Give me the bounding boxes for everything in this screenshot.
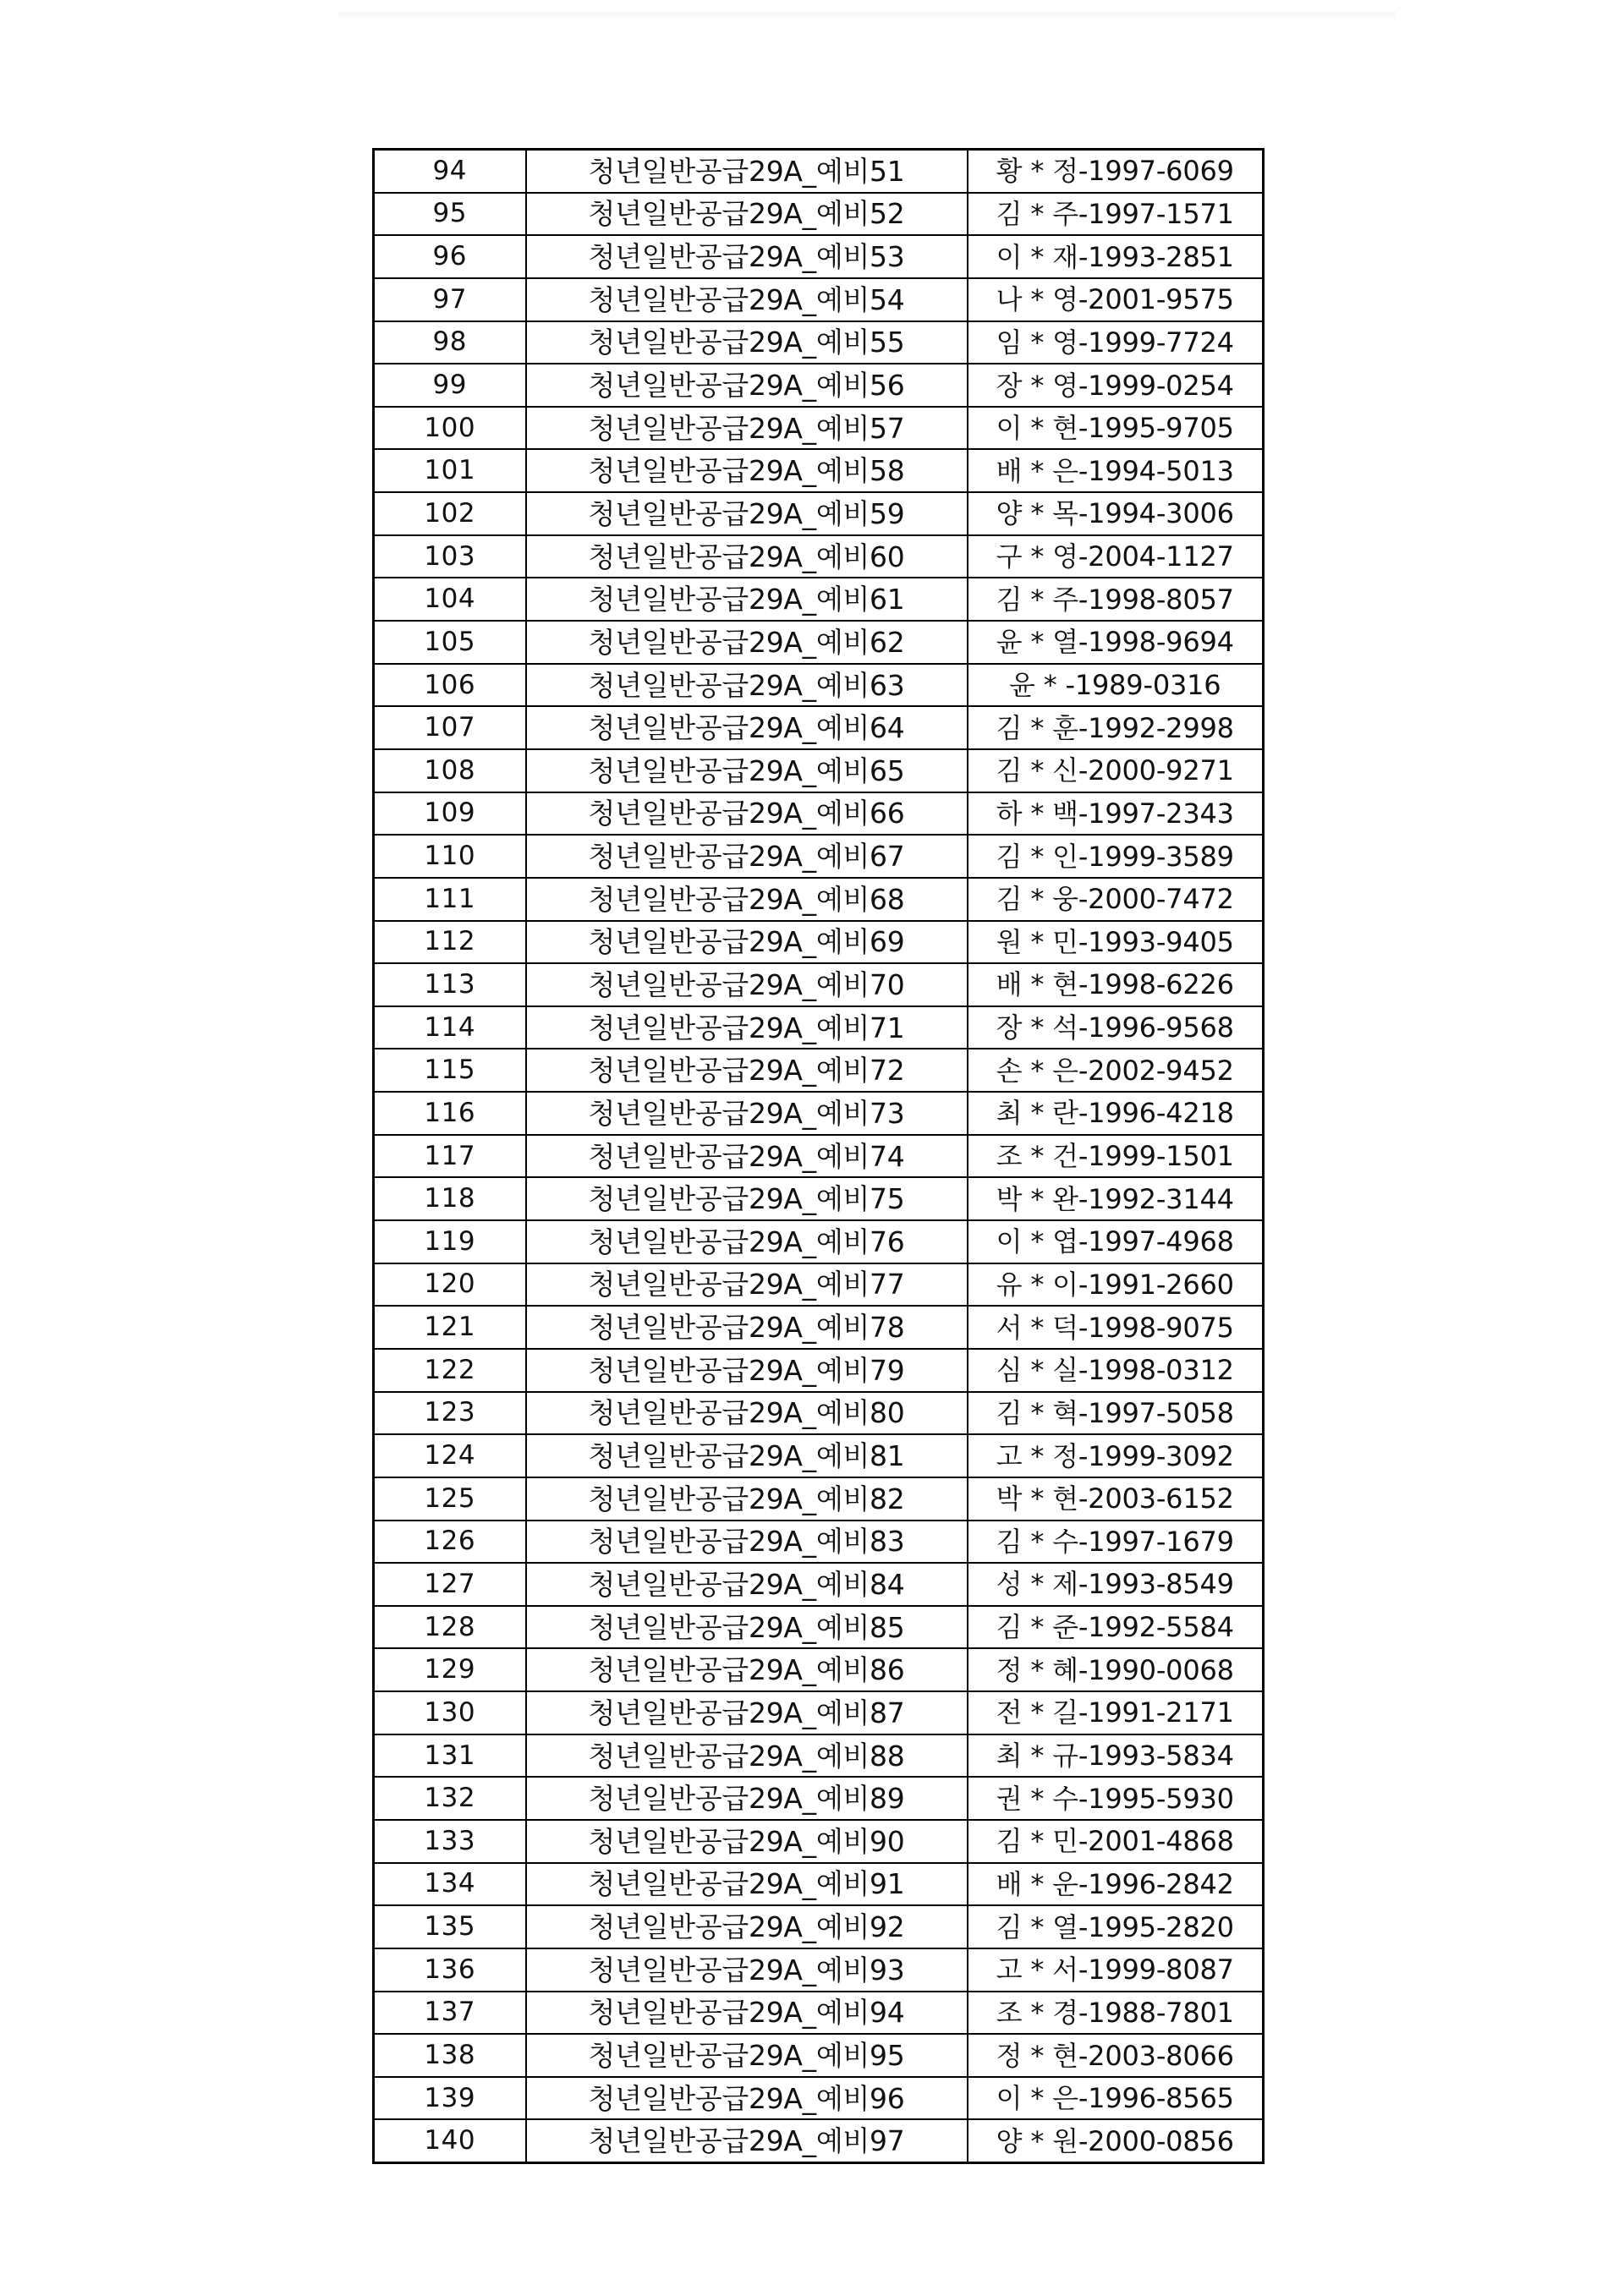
row-number: 122 xyxy=(374,1349,526,1392)
applicant-id: 양 * 목-1994-3006 xyxy=(968,492,1264,535)
row-number: 111 xyxy=(374,878,526,921)
row-number: 139 xyxy=(374,2077,526,2120)
row-number: 121 xyxy=(374,1306,526,1349)
row-number: 140 xyxy=(374,2119,526,2162)
row-number: 133 xyxy=(374,1820,526,1863)
supply-category: 청년일반공급29A_예비61 xyxy=(526,578,968,621)
supply-category: 청년일반공급29A_예비86 xyxy=(526,1648,968,1691)
table-row xyxy=(374,235,1264,278)
applicant-id: 장 * 영-1999-0254 xyxy=(968,364,1264,407)
row-number: 96 xyxy=(374,235,526,278)
table-row xyxy=(374,1777,1264,1820)
table-row xyxy=(374,1092,1264,1135)
table-row xyxy=(374,1521,1264,1564)
row-number: 119 xyxy=(374,1220,526,1263)
table-row xyxy=(374,321,1264,364)
supply-category: 청년일반공급29A_예비82 xyxy=(526,1477,968,1521)
applicant-id: 최 * 규-1993-5834 xyxy=(968,1734,1264,1778)
supply-category: 청년일반공급29A_예비75 xyxy=(526,1177,968,1220)
row-number: 112 xyxy=(374,921,526,964)
supply-category: 청년일반공급29A_예비81 xyxy=(526,1434,968,1477)
applicant-id: 김 * 웅-2000-7472 xyxy=(968,878,1264,921)
table-row xyxy=(374,1648,1264,1691)
table-row xyxy=(374,706,1264,749)
applicant-id: 서 * 덕-1998-9075 xyxy=(968,1306,1264,1349)
table-row xyxy=(374,1606,1264,1649)
applicant-id: 김 * 주-1997-1571 xyxy=(968,193,1264,236)
table-row xyxy=(374,2119,1264,2162)
applicant-id: 조 * 건-1999-1501 xyxy=(968,1135,1264,1178)
page-top-shadow xyxy=(338,12,1396,20)
applicant-id: 전 * 길-1991-2171 xyxy=(968,1691,1264,1734)
table-row xyxy=(374,1177,1264,1220)
applicant-id: 나 * 영-2001-9575 xyxy=(968,278,1264,321)
supply-category: 청년일반공급29A_예비88 xyxy=(526,1734,968,1778)
table-row xyxy=(374,150,1264,193)
table-row xyxy=(374,1434,1264,1477)
applicant-id: 김 * 인-1999-3589 xyxy=(968,835,1264,878)
table-row xyxy=(374,1220,1264,1263)
supply-category: 청년일반공급29A_예비66 xyxy=(526,792,968,836)
supply-category: 청년일반공급29A_예비93 xyxy=(526,1948,968,1992)
applicant-id: 김 * 훈-1992-2998 xyxy=(968,706,1264,749)
applicant-id: 조 * 경-1988-7801 xyxy=(968,1992,1264,2035)
supply-category: 청년일반공급29A_예비76 xyxy=(526,1220,968,1263)
applicant-id: 최 * 란-1996-4218 xyxy=(968,1092,1264,1135)
supply-category: 청년일반공급29A_예비58 xyxy=(526,449,968,492)
table-row xyxy=(374,278,1264,321)
table-row xyxy=(374,492,1264,535)
row-number: 132 xyxy=(374,1777,526,1820)
table-row xyxy=(374,1006,1264,1049)
waitlist-table-body xyxy=(374,150,1264,2163)
table-row xyxy=(374,878,1264,921)
supply-category: 청년일반공급29A_예비70 xyxy=(526,963,968,1006)
table-row xyxy=(374,193,1264,236)
table-row xyxy=(374,1392,1264,1435)
table-row xyxy=(374,449,1264,492)
applicant-id: 배 * 운-1996-2842 xyxy=(968,1863,1264,1906)
applicant-id: 배 * 은-1994-5013 xyxy=(968,449,1264,492)
supply-category: 청년일반공급29A_예비69 xyxy=(526,921,968,964)
table-row xyxy=(374,1049,1264,1092)
table-row xyxy=(374,1992,1264,2035)
table-row xyxy=(374,2077,1264,2120)
table-row xyxy=(374,664,1264,707)
row-number: 126 xyxy=(374,1521,526,1564)
row-number: 124 xyxy=(374,1434,526,1477)
supply-category: 청년일반공급29A_예비89 xyxy=(526,1777,968,1820)
row-number: 94 xyxy=(374,150,526,193)
applicant-id: 구 * 영-2004-1127 xyxy=(968,535,1264,578)
row-number: 130 xyxy=(374,1691,526,1734)
supply-category: 청년일반공급29A_예비72 xyxy=(526,1049,968,1092)
supply-category: 청년일반공급29A_예비96 xyxy=(526,2077,968,2120)
table-row xyxy=(374,835,1264,878)
row-number: 138 xyxy=(374,2034,526,2077)
waitlist-table xyxy=(372,148,1265,2164)
table-row xyxy=(374,621,1264,664)
supply-category: 청년일반공급29A_예비63 xyxy=(526,664,968,707)
supply-category: 청년일반공급29A_예비85 xyxy=(526,1606,968,1649)
applicant-id: 장 * 석-1996-9568 xyxy=(968,1006,1264,1049)
supply-category: 청년일반공급29A_예비65 xyxy=(526,749,968,792)
row-number: 127 xyxy=(374,1563,526,1606)
supply-category: 청년일반공급29A_예비53 xyxy=(526,235,968,278)
row-number: 113 xyxy=(374,963,526,1006)
applicant-id: 김 * 주-1998-8057 xyxy=(968,578,1264,621)
applicant-id: 김 * 민-2001-4868 xyxy=(968,1820,1264,1863)
row-number: 106 xyxy=(374,664,526,707)
table-row xyxy=(374,1820,1264,1863)
table-row xyxy=(374,963,1264,1006)
applicant-id: 성 * 제-1993-8549 xyxy=(968,1563,1264,1606)
applicant-id: 이 * 재-1993-2851 xyxy=(968,235,1264,278)
table-row xyxy=(374,535,1264,578)
applicant-id: 하 * 백-1997-2343 xyxy=(968,792,1264,836)
table-row xyxy=(374,407,1264,450)
row-number: 95 xyxy=(374,193,526,236)
table-row xyxy=(374,578,1264,621)
supply-category: 청년일반공급29A_예비84 xyxy=(526,1563,968,1606)
table-row xyxy=(374,1477,1264,1521)
applicant-id: 고 * 서-1999-8087 xyxy=(968,1948,1264,1992)
row-number: 118 xyxy=(374,1177,526,1220)
table-row xyxy=(374,1948,1264,1992)
row-number: 110 xyxy=(374,835,526,878)
row-number: 114 xyxy=(374,1006,526,1049)
table-row xyxy=(374,1863,1264,1906)
row-number: 136 xyxy=(374,1948,526,1992)
row-number: 108 xyxy=(374,749,526,792)
supply-category: 청년일반공급29A_예비74 xyxy=(526,1135,968,1178)
supply-category: 청년일반공급29A_예비52 xyxy=(526,193,968,236)
applicant-id: 이 * 엽-1997-4968 xyxy=(968,1220,1264,1263)
applicant-id: 손 * 은-2002-9452 xyxy=(968,1049,1264,1092)
applicant-id: 김 * 열-1995-2820 xyxy=(968,1905,1264,1948)
supply-category: 청년일반공급29A_예비97 xyxy=(526,2119,968,2162)
applicant-id: 김 * 수-1997-1679 xyxy=(968,1521,1264,1564)
supply-category: 청년일반공급29A_예비62 xyxy=(526,621,968,664)
supply-category: 청년일반공급29A_예비95 xyxy=(526,2034,968,2077)
supply-category: 청년일반공급29A_예비91 xyxy=(526,1863,968,1906)
supply-category: 청년일반공급29A_예비79 xyxy=(526,1349,968,1392)
supply-category: 청년일반공급29A_예비57 xyxy=(526,407,968,450)
row-number: 107 xyxy=(374,706,526,749)
table-row xyxy=(374,1263,1264,1307)
row-number: 100 xyxy=(374,407,526,450)
applicant-id: 고 * 정-1999-3092 xyxy=(968,1434,1264,1477)
row-number: 102 xyxy=(374,492,526,535)
table-row xyxy=(374,1563,1264,1606)
row-number: 99 xyxy=(374,364,526,407)
applicant-id: 권 * 수-1995-5930 xyxy=(968,1777,1264,1820)
applicant-id: 이 * 은-1996-8565 xyxy=(968,2077,1264,2120)
supply-category: 청년일반공급29A_예비78 xyxy=(526,1306,968,1349)
supply-category: 청년일반공급29A_예비67 xyxy=(526,835,968,878)
supply-category: 청년일반공급29A_예비54 xyxy=(526,278,968,321)
applicant-id: 정 * 현-2003-8066 xyxy=(968,2034,1264,2077)
row-number: 98 xyxy=(374,321,526,364)
applicant-id: 김 * 준-1992-5584 xyxy=(968,1606,1264,1649)
applicant-id: 배 * 현-1998-6226 xyxy=(968,963,1264,1006)
supply-category: 청년일반공급29A_예비83 xyxy=(526,1521,968,1564)
supply-category: 청년일반공급29A_예비90 xyxy=(526,1820,968,1863)
supply-category: 청년일반공급29A_예비55 xyxy=(526,321,968,364)
supply-category: 청년일반공급29A_예비73 xyxy=(526,1092,968,1135)
applicant-id: 황 * 정-1997-6069 xyxy=(968,150,1264,193)
row-number: 131 xyxy=(374,1734,526,1778)
table-row xyxy=(374,1135,1264,1178)
supply-category: 청년일반공급29A_예비60 xyxy=(526,535,968,578)
row-number: 115 xyxy=(374,1049,526,1092)
row-number: 120 xyxy=(374,1263,526,1307)
supply-category: 청년일반공급29A_예비92 xyxy=(526,1905,968,1948)
applicant-id: 유 * 이-1991-2660 xyxy=(968,1263,1264,1307)
supply-category: 청년일반공급29A_예비64 xyxy=(526,706,968,749)
row-number: 105 xyxy=(374,621,526,664)
row-number: 117 xyxy=(374,1135,526,1178)
applicant-id: 양 * 원-2000-0856 xyxy=(968,2119,1264,2162)
table-row xyxy=(374,1905,1264,1948)
applicant-id: 윤 * 열-1998-9694 xyxy=(968,621,1264,664)
applicant-id: 심 * 실-1998-0312 xyxy=(968,1349,1264,1392)
table-row xyxy=(374,921,1264,964)
table-row xyxy=(374,1691,1264,1734)
supply-category: 청년일반공급29A_예비77 xyxy=(526,1263,968,1307)
applicant-id: 정 * 혜-1990-0068 xyxy=(968,1648,1264,1691)
applicant-id: 원 * 민-1993-9405 xyxy=(968,921,1264,964)
row-number: 109 xyxy=(374,792,526,836)
table-row xyxy=(374,1734,1264,1778)
row-number: 125 xyxy=(374,1477,526,1521)
supply-category: 청년일반공급29A_예비87 xyxy=(526,1691,968,1734)
applicant-id: 이 * 현-1995-9705 xyxy=(968,407,1264,450)
row-number: 103 xyxy=(374,535,526,578)
applicant-id: 임 * 영-1999-7724 xyxy=(968,321,1264,364)
row-number: 116 xyxy=(374,1092,526,1135)
applicant-id: 김 * 혁-1997-5058 xyxy=(968,1392,1264,1435)
supply-category: 청년일반공급29A_예비59 xyxy=(526,492,968,535)
applicant-id: 박 * 완-1992-3144 xyxy=(968,1177,1264,1220)
supply-category: 청년일반공급29A_예비80 xyxy=(526,1392,968,1435)
table-row xyxy=(374,364,1264,407)
table-row xyxy=(374,749,1264,792)
table-row xyxy=(374,1306,1264,1349)
row-number: 128 xyxy=(374,1606,526,1649)
row-number: 129 xyxy=(374,1648,526,1691)
applicant-id: 박 * 현-2003-6152 xyxy=(968,1477,1264,1521)
row-number: 123 xyxy=(374,1392,526,1435)
supply-category: 청년일반공급29A_예비51 xyxy=(526,150,968,193)
supply-category: 청년일반공급29A_예비68 xyxy=(526,878,968,921)
row-number: 104 xyxy=(374,578,526,621)
row-number: 137 xyxy=(374,1992,526,2035)
row-number: 101 xyxy=(374,449,526,492)
supply-category: 청년일반공급29A_예비56 xyxy=(526,364,968,407)
table-row xyxy=(374,1349,1264,1392)
row-number: 134 xyxy=(374,1863,526,1906)
applicant-id: 윤 * -1989-0316 xyxy=(968,664,1264,707)
table-row xyxy=(374,2034,1264,2077)
applicant-id: 김 * 신-2000-9271 xyxy=(968,749,1264,792)
row-number: 135 xyxy=(374,1905,526,1948)
supply-category: 청년일반공급29A_예비71 xyxy=(526,1006,968,1049)
supply-category: 청년일반공급29A_예비94 xyxy=(526,1992,968,2035)
table-row xyxy=(374,792,1264,836)
row-number: 97 xyxy=(374,278,526,321)
